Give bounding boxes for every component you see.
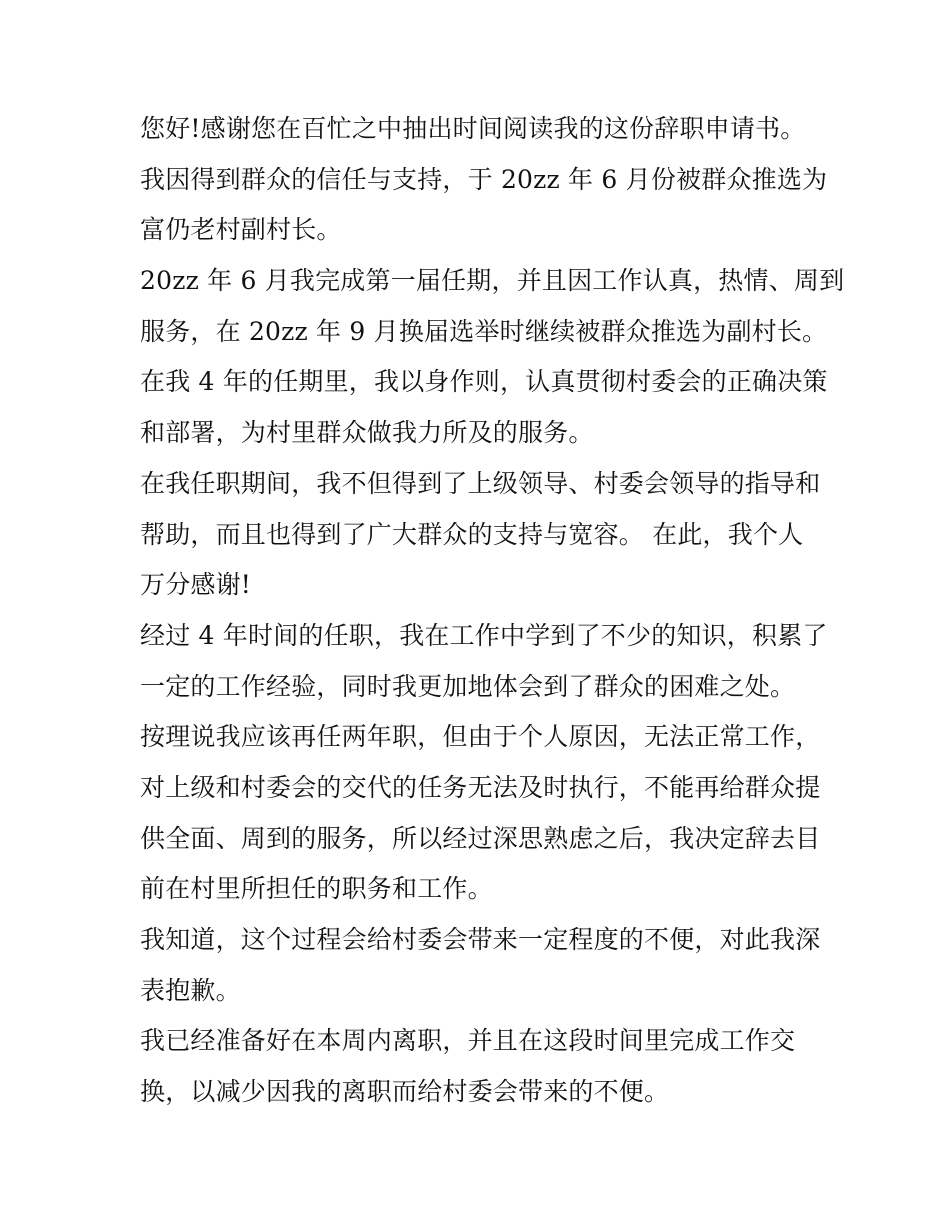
- text-line: 我因得到群众的信任与支持，于 20zz 年 6 月份被群众推选为: [140, 164, 828, 194]
- text-line: 在我任职期间，我不但得到了上级领导、村委会领导的指导和: [140, 468, 821, 498]
- text-line: 表抱歉。: [140, 975, 241, 1005]
- text-line: 前在村里所担任的职务和工作。: [140, 874, 493, 904]
- letter-body: [140, 104, 845, 1118]
- text-line: 我知道，这个过程会给村委会带来一定程度的不便，对此我深: [140, 925, 821, 954]
- text-line: 换，以减少因我的离职而给村委会带来的不便。: [140, 1077, 670, 1107]
- text-line: 您好!感谢您在百忙之中抽出时间阅读我的这份辞职申请书。: [140, 114, 806, 143]
- text-line: 对上级和村委会的交代的任务无法及时执行，不能再给群众提: [140, 772, 821, 802]
- text-line: 帮助，而且也得到了广大群众的支持与宽容。 在此，我个人: [140, 519, 804, 549]
- text-line: 我已经准备好在本周内离职，并且在这段时间里完成工作交: [140, 1026, 796, 1056]
- text-line: 服务，在 20zz 年 9 月换届选举时继续被群众推选为副村长。: [140, 316, 828, 346]
- text-line: 和部署，为村里群众做我力所及的服务。: [140, 418, 594, 448]
- text-line: 经过 4 年时间的任职，我在工作中学到了不少的知识，积累了: [140, 620, 828, 650]
- text-line: 20zz 年 6 月我完成第一届任期，并且因工作认真，热情、周到: [140, 266, 845, 296]
- text-line: 一定的工作经验，同时我更加地体会到了群众的困难之处。: [140, 671, 796, 701]
- text-line: 在我 4 年的任期里，我以身作则，认真贯彻村委会的正确决策: [140, 367, 828, 397]
- text-line: 按理说我应该再任两年职，但由于个人原因，无法正常工作，: [140, 722, 821, 752]
- text-line: 万分感谢!: [140, 570, 252, 600]
- text-line: 供全面、周到的服务，所以经过深思熟虑之后，我决定辞去目: [140, 823, 821, 853]
- text-line: 富仍老村副村长。: [140, 215, 342, 245]
